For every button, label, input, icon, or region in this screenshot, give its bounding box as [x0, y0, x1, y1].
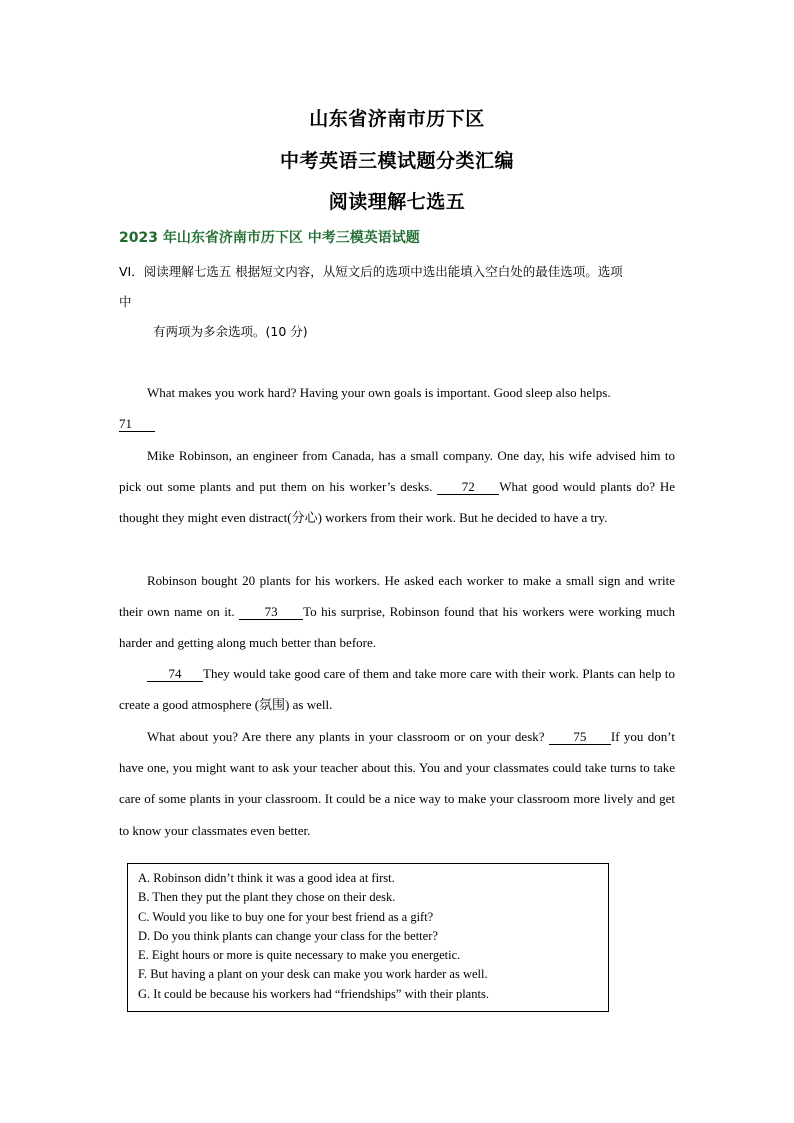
- paragraph-5-text-b: If you don’t have one, you might want to ask your teacher about this. You and your classmates could take turns to take care of some plants in your classroom. It could be a nice way to make your classroom more lively and get to know your classmates even better.: [119, 729, 675, 838]
- title-collection: 中考英语三模试题分类汇编: [279, 150, 514, 172]
- instruction-line-2: 中: [119, 294, 132, 309]
- title-region: 山东省济南市历下区: [309, 108, 485, 130]
- option-f: F. But having a plant on your desk can make you work harder as well.: [138, 967, 488, 982]
- paragraph-2-text-a: Mike Robinson, an engineer from Canada, has a small company. One day, his wife advised him to pick out some plants and put them on his worker’s desks.: [119, 448, 675, 495]
- blank-72: 72: [437, 479, 499, 495]
- paragraph-4-text: They would take good care of them and take more care with their work. Plants can help to create a good atmosphere (氛围) as well.: [119, 666, 675, 713]
- option-d: D. Do you think plants can change your class for the better?: [138, 928, 438, 943]
- options-box: [127, 863, 609, 1012]
- paragraph-1: [119, 377, 675, 439]
- blank-75: 75: [549, 729, 611, 745]
- option-g: G. It could be because his workers had “friendships” with their plants.: [138, 986, 489, 1001]
- option-e: E. Eight hours or more is quite necessary to make you energetic.: [138, 948, 461, 963]
- paragraph-4: [119, 658, 675, 720]
- exam-source-heading: 2023 年山东省济南市历下区 中考三模英语试题: [119, 230, 420, 246]
- paragraph-3-text-a: Robinson bought 20 plants for his workers. He asked each worker to make a small sign and write their own name on it.: [119, 573, 675, 620]
- instruction-line-3: 有两项为多余选项。(10 分): [153, 324, 308, 339]
- blank-74: 74: [147, 666, 203, 682]
- instruction-line-1: VI．阅读理解七选五 根据短文内容，从短文后的选项中选出能填入空白处的最佳选项。选项: [119, 264, 623, 279]
- paragraph-3: [119, 565, 675, 659]
- paragraph-1-text: What makes you work hard? Having your own goals is important. Good sleep also helps.: [147, 385, 611, 400]
- paragraph-2-text-b: What good would plants do? He thought they might even distract(分心) workers from their work. But he decided to have a try.: [119, 479, 675, 526]
- option-b: B. Then they put the plant they chose on their desk.: [138, 890, 396, 905]
- title-section-type: 阅读理解七选五: [328, 191, 466, 213]
- blank-73: 73: [239, 604, 303, 620]
- paragraph-2: [119, 440, 675, 534]
- blank-71: 71: [119, 416, 155, 432]
- paragraph-5-text-a: What about you? Are there any plants in your classroom or on your desk?: [147, 729, 549, 744]
- option-c: C. Would you like to buy one for your best friend as a gift?: [138, 909, 434, 924]
- paragraph-3-text-b: To his surprise, Robinson found that his workers were working much harder and getting along much better than before.: [119, 604, 675, 651]
- option-a: A. Robinson didn’t think it was a good idea at first.: [138, 871, 395, 885]
- paragraph-5: [119, 721, 675, 846]
